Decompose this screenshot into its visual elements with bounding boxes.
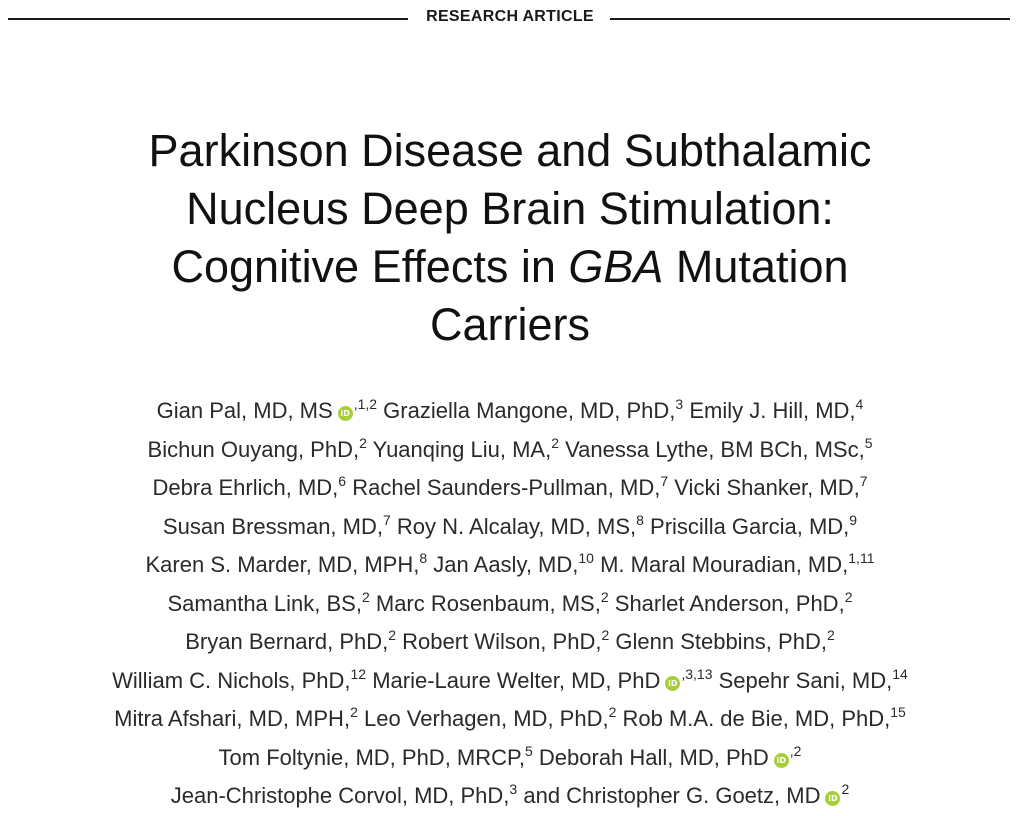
affiliation-marker: 2: [361, 588, 370, 605]
author: [538, 742, 802, 770]
author-row: [20, 546, 1000, 585]
affiliation-marker: 14: [892, 665, 908, 682]
title-line-3-post: Mutation: [663, 241, 849, 292]
author: [112, 665, 367, 693]
author-row: [20, 392, 1000, 431]
author: [396, 511, 644, 539]
author: [352, 475, 668, 500]
author: [375, 588, 609, 616]
author: [372, 665, 713, 693]
author-row: [20, 508, 1000, 547]
author: [171, 783, 517, 808]
affiliation-marker: 2: [608, 704, 617, 720]
header-rule-right: [610, 18, 1010, 20]
author-name: Graziella Mangone, MD, PhD,: [383, 398, 676, 423]
author-name: and Christopher G. Goetz, MD: [523, 783, 821, 808]
orcid-icon[interactable]: iD: [665, 676, 680, 691]
author-name: Tom Foltynie, MD, PhD, MRCP,: [218, 744, 525, 770]
author-name: Karen S. Marder, MD, MPH,: [145, 552, 420, 577]
author-name: Glenn Stebbins, PhD,: [615, 629, 827, 654]
author: [157, 398, 377, 423]
author-name: Susan Bressman, MD,: [162, 513, 383, 539]
affiliation-marker: 3: [509, 781, 518, 797]
author-name: Vanessa Lythe, BM BCh, MSc,: [565, 436, 865, 462]
author: [402, 629, 609, 654]
affiliation-marker: 4: [855, 396, 864, 412]
orcid-icon[interactable]: iD: [338, 406, 353, 421]
affiliation-marker: 8: [636, 511, 644, 528]
author-name: Priscilla Garcia, MD,: [650, 513, 850, 539]
author: [372, 434, 559, 462]
author-name: M. Maral Mouradian, MD,: [600, 552, 849, 577]
author-name: Roy N. Alcalay, MD, MS,: [396, 513, 637, 539]
author-name: Deborah Hall, MD, PhD: [538, 744, 769, 770]
author-row: [20, 623, 1000, 662]
author-name: Yuanqing Liu, MA,: [372, 436, 552, 462]
affiliation-marker: 2: [350, 704, 358, 720]
author: [433, 552, 594, 577]
author: [614, 588, 853, 616]
author-name: Rob M.A. de Bie, MD, PhD,: [622, 706, 891, 731]
author: [114, 706, 358, 731]
author: [383, 398, 683, 423]
author: [650, 511, 858, 539]
affiliation-marker: 2: [388, 627, 397, 643]
article-header: [0, 6, 1020, 32]
affiliation-marker: 10: [578, 550, 594, 566]
affiliation-marker: 2: [826, 627, 835, 643]
author-row: [20, 739, 1000, 778]
author-name: Gian Pal, MD, MS: [156, 398, 333, 423]
title-line-4: Carriers: [429, 299, 590, 350]
affiliation-marker: 2: [359, 434, 367, 451]
affiliation-marker: 6: [338, 473, 347, 489]
author-row: [20, 777, 1000, 816]
author: [565, 434, 873, 462]
author: [167, 588, 370, 616]
author-name: Mitra Afshari, MD, MPH,: [114, 706, 351, 731]
affiliation-marker: 2: [601, 627, 610, 643]
author-name: Marc Rosenbaum, MS,: [375, 590, 601, 616]
affiliation-marker: 1,11: [848, 550, 875, 566]
affiliation-marker: 5: [864, 434, 873, 451]
affiliation-marker: 7: [382, 511, 391, 528]
author: [185, 629, 396, 654]
author-name: Rachel Saunders-Pullman, MD,: [352, 475, 661, 500]
section-label: RESEARCH ARTICLE: [426, 8, 594, 25]
orcid-icon[interactable]: iD: [825, 791, 840, 806]
author-name: Sepehr Sani, MD,: [718, 667, 893, 693]
author-name: Vicki Shanker, MD,: [674, 475, 860, 500]
author-name: Jean-Christophe Corvol, MD, PhD,: [170, 783, 510, 808]
author-row: [20, 585, 1000, 624]
affiliation-marker: 3: [675, 396, 684, 412]
title-line-1: Parkinson Disease and Subthalamic: [148, 125, 872, 176]
author-name: Emily J. Hill, MD,: [689, 398, 856, 423]
author-name: Debra Ehrlich, MD,: [152, 475, 339, 500]
author: [674, 475, 867, 500]
author-row: [20, 662, 1000, 701]
author-name: Robert Wilson, PhD,: [402, 629, 602, 654]
title-line-3: [40, 238, 980, 296]
author-name: Samantha Link, BS,: [167, 590, 362, 616]
author: [364, 706, 616, 731]
affiliation-marker: 15: [890, 704, 906, 720]
author-name: Marie-Laure Welter, MD, PhD: [372, 667, 661, 693]
affiliation-marker: 9: [849, 511, 858, 528]
author: [147, 434, 367, 462]
affiliation-marker: 2: [600, 588, 609, 605]
author-name: Sharlet Anderson, PhD,: [614, 590, 845, 616]
author: [152, 475, 346, 500]
author-list: [20, 392, 1000, 816]
author-name: Jan Aasly, MD,: [433, 552, 579, 577]
title-line-2: Nucleus Deep Brain Stimulation:: [186, 183, 834, 234]
author: [718, 665, 908, 693]
author-row: [20, 469, 1000, 508]
gene-name: GBA: [568, 241, 664, 292]
author: [615, 629, 834, 654]
author-name: Bryan Bernard, PhD,: [185, 629, 389, 654]
affiliation-marker: 2: [844, 588, 853, 605]
affiliation-marker: 7: [660, 473, 669, 489]
author-name: William C. Nichols, PhD,: [112, 667, 351, 693]
author: [600, 552, 874, 577]
author: [218, 742, 533, 770]
affiliation-marker: ,2: [789, 742, 802, 759]
author: [162, 511, 391, 539]
affiliation-marker: ,1,2: [353, 396, 378, 412]
affiliation-marker: ,3,13: [681, 665, 713, 682]
author-row: [20, 431, 1000, 470]
author: [689, 398, 863, 423]
affiliation-marker: 5: [524, 742, 533, 759]
author-name: Bichun Ouyang, PhD,: [147, 436, 360, 462]
author-row: [20, 700, 1000, 739]
author: [523, 783, 849, 808]
article-title: [40, 122, 980, 354]
author-name: Leo Verhagen, MD, PhD,: [363, 706, 609, 731]
title-line-3-pre: Cognitive Effects in: [171, 241, 569, 292]
affiliation-marker: 2: [551, 434, 559, 451]
affiliation-marker: 7: [859, 473, 868, 489]
affiliation-marker: 8: [419, 550, 428, 566]
author: [146, 552, 428, 577]
orcid-icon[interactable]: iD: [774, 753, 789, 768]
affiliation-marker: 12: [350, 665, 367, 682]
affiliation-marker: 2: [841, 781, 850, 797]
author: [623, 706, 906, 731]
